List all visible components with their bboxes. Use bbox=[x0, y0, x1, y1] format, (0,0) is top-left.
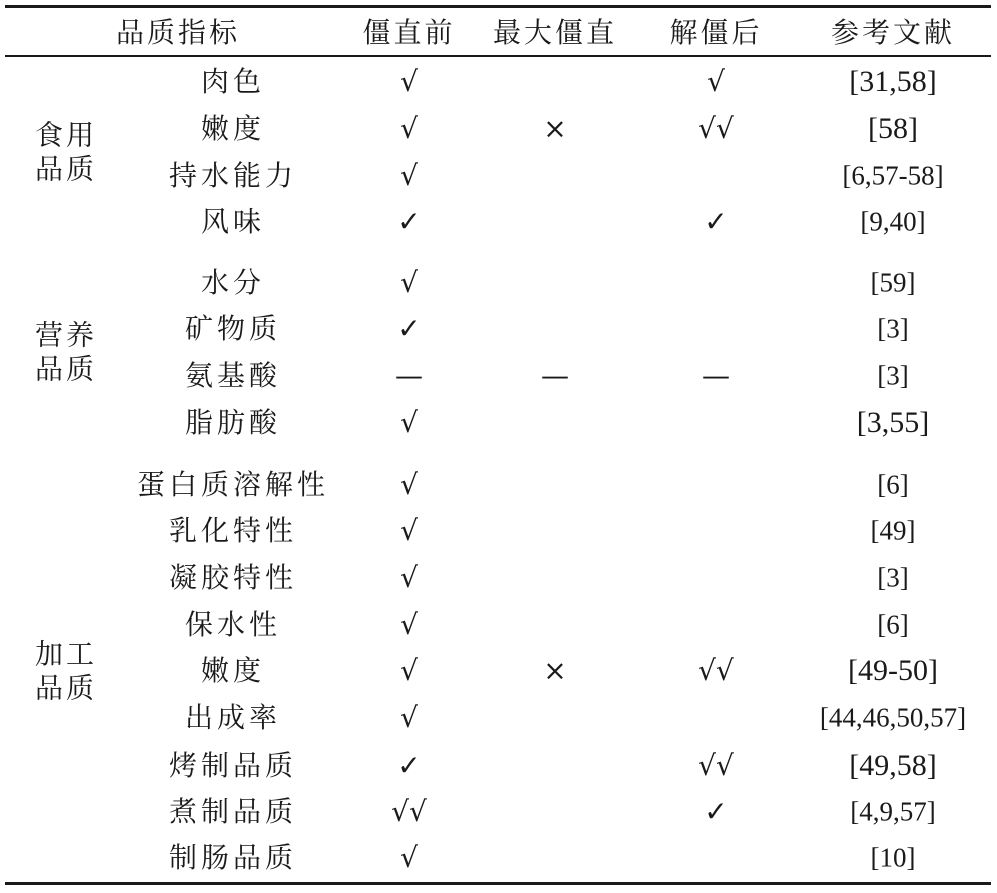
row-ref: [44,46,50,57] bbox=[819, 702, 967, 733]
row-pre: ✓ bbox=[397, 749, 421, 782]
row-max: × bbox=[543, 654, 567, 687]
row-pre: √ bbox=[400, 406, 418, 439]
group-nutritional-quality: 营养 品质 bbox=[34, 318, 98, 385]
row-pre: ✓ bbox=[397, 205, 421, 238]
row-item: 矿物质 bbox=[184, 312, 282, 345]
row-item: 煮制品质 bbox=[168, 795, 298, 828]
row-ref: [49] bbox=[870, 515, 916, 546]
row-ref: [3] bbox=[877, 313, 909, 344]
row-item: 脂肪酸 bbox=[184, 406, 282, 439]
row-item: 出成率 bbox=[184, 701, 282, 734]
row-pre: √ bbox=[400, 654, 418, 687]
row-post: — bbox=[702, 359, 730, 392]
row-pre: √ bbox=[400, 468, 418, 501]
row-pre: √ bbox=[400, 112, 418, 145]
row-ref: [9,40] bbox=[860, 206, 926, 237]
header-indicator: 品质指标 bbox=[115, 16, 241, 49]
row-ref: [3,55] bbox=[856, 406, 930, 439]
row-item: 烤制品质 bbox=[168, 749, 298, 782]
row-ref: [3] bbox=[877, 562, 909, 593]
row-post: ✓ bbox=[704, 795, 728, 828]
row-item: 持水能力 bbox=[168, 159, 298, 192]
row-ref: [58] bbox=[868, 112, 918, 145]
row-ref: [3] bbox=[877, 360, 909, 391]
group-processing-quality: 加工 品质 bbox=[34, 637, 98, 704]
row-item: 蛋白质溶解性 bbox=[136, 468, 330, 501]
row-pre: √ bbox=[400, 608, 418, 641]
row-item: 制肠品质 bbox=[168, 841, 298, 874]
table-top-rule bbox=[5, 5, 991, 8]
header-post-rigor: 解僵后 bbox=[669, 16, 763, 49]
row-ref: [4,9,57] bbox=[850, 796, 936, 827]
row-pre: ✓ bbox=[397, 312, 421, 345]
row-ref: [31,58] bbox=[849, 65, 937, 98]
row-pre: √ bbox=[400, 65, 418, 98]
row-post: ✓ bbox=[704, 205, 728, 238]
row-max: — bbox=[541, 359, 569, 392]
row-pre: √ bbox=[400, 841, 418, 874]
row-item: 乳化特性 bbox=[168, 514, 298, 547]
row-ref: [6,57-58] bbox=[842, 160, 944, 191]
row-item: 凝胶特性 bbox=[168, 561, 298, 594]
row-item: 嫩度 bbox=[200, 654, 266, 687]
row-item: 风味 bbox=[200, 205, 266, 238]
row-ref: [6] bbox=[877, 609, 909, 640]
row-ref: [49,58] bbox=[849, 749, 937, 782]
row-item: 氨基酸 bbox=[184, 359, 282, 392]
row-pre: — bbox=[395, 359, 423, 392]
row-post: √ bbox=[707, 65, 725, 98]
row-ref: [10] bbox=[870, 842, 916, 873]
group-eating-quality: 食用 品质 bbox=[34, 118, 98, 185]
header-max-rigor: 最大僵直 bbox=[492, 16, 618, 49]
row-item: 水分 bbox=[200, 266, 266, 299]
table-bottom-rule bbox=[5, 882, 991, 885]
row-post: √√ bbox=[698, 654, 734, 687]
row-item: 肉色 bbox=[200, 65, 266, 98]
row-pre: √ bbox=[400, 561, 418, 594]
row-max: × bbox=[543, 112, 567, 145]
header-rule bbox=[5, 55, 991, 57]
row-ref: [59] bbox=[870, 267, 916, 298]
header-references: 参考文献 bbox=[830, 16, 956, 49]
row-ref: [6] bbox=[877, 469, 909, 500]
row-ref: [49-50] bbox=[848, 654, 938, 687]
row-pre: √ bbox=[400, 266, 418, 299]
row-pre: √ bbox=[400, 159, 418, 192]
row-pre: √ bbox=[400, 701, 418, 734]
row-pre: √√ bbox=[391, 795, 427, 828]
row-item: 保水性 bbox=[184, 608, 282, 641]
header-pre-rigor: 僵直前 bbox=[362, 16, 456, 49]
row-post: √√ bbox=[698, 112, 734, 145]
row-item: 嫩度 bbox=[200, 112, 266, 145]
row-pre: √ bbox=[400, 514, 418, 547]
row-post: √√ bbox=[698, 749, 734, 782]
